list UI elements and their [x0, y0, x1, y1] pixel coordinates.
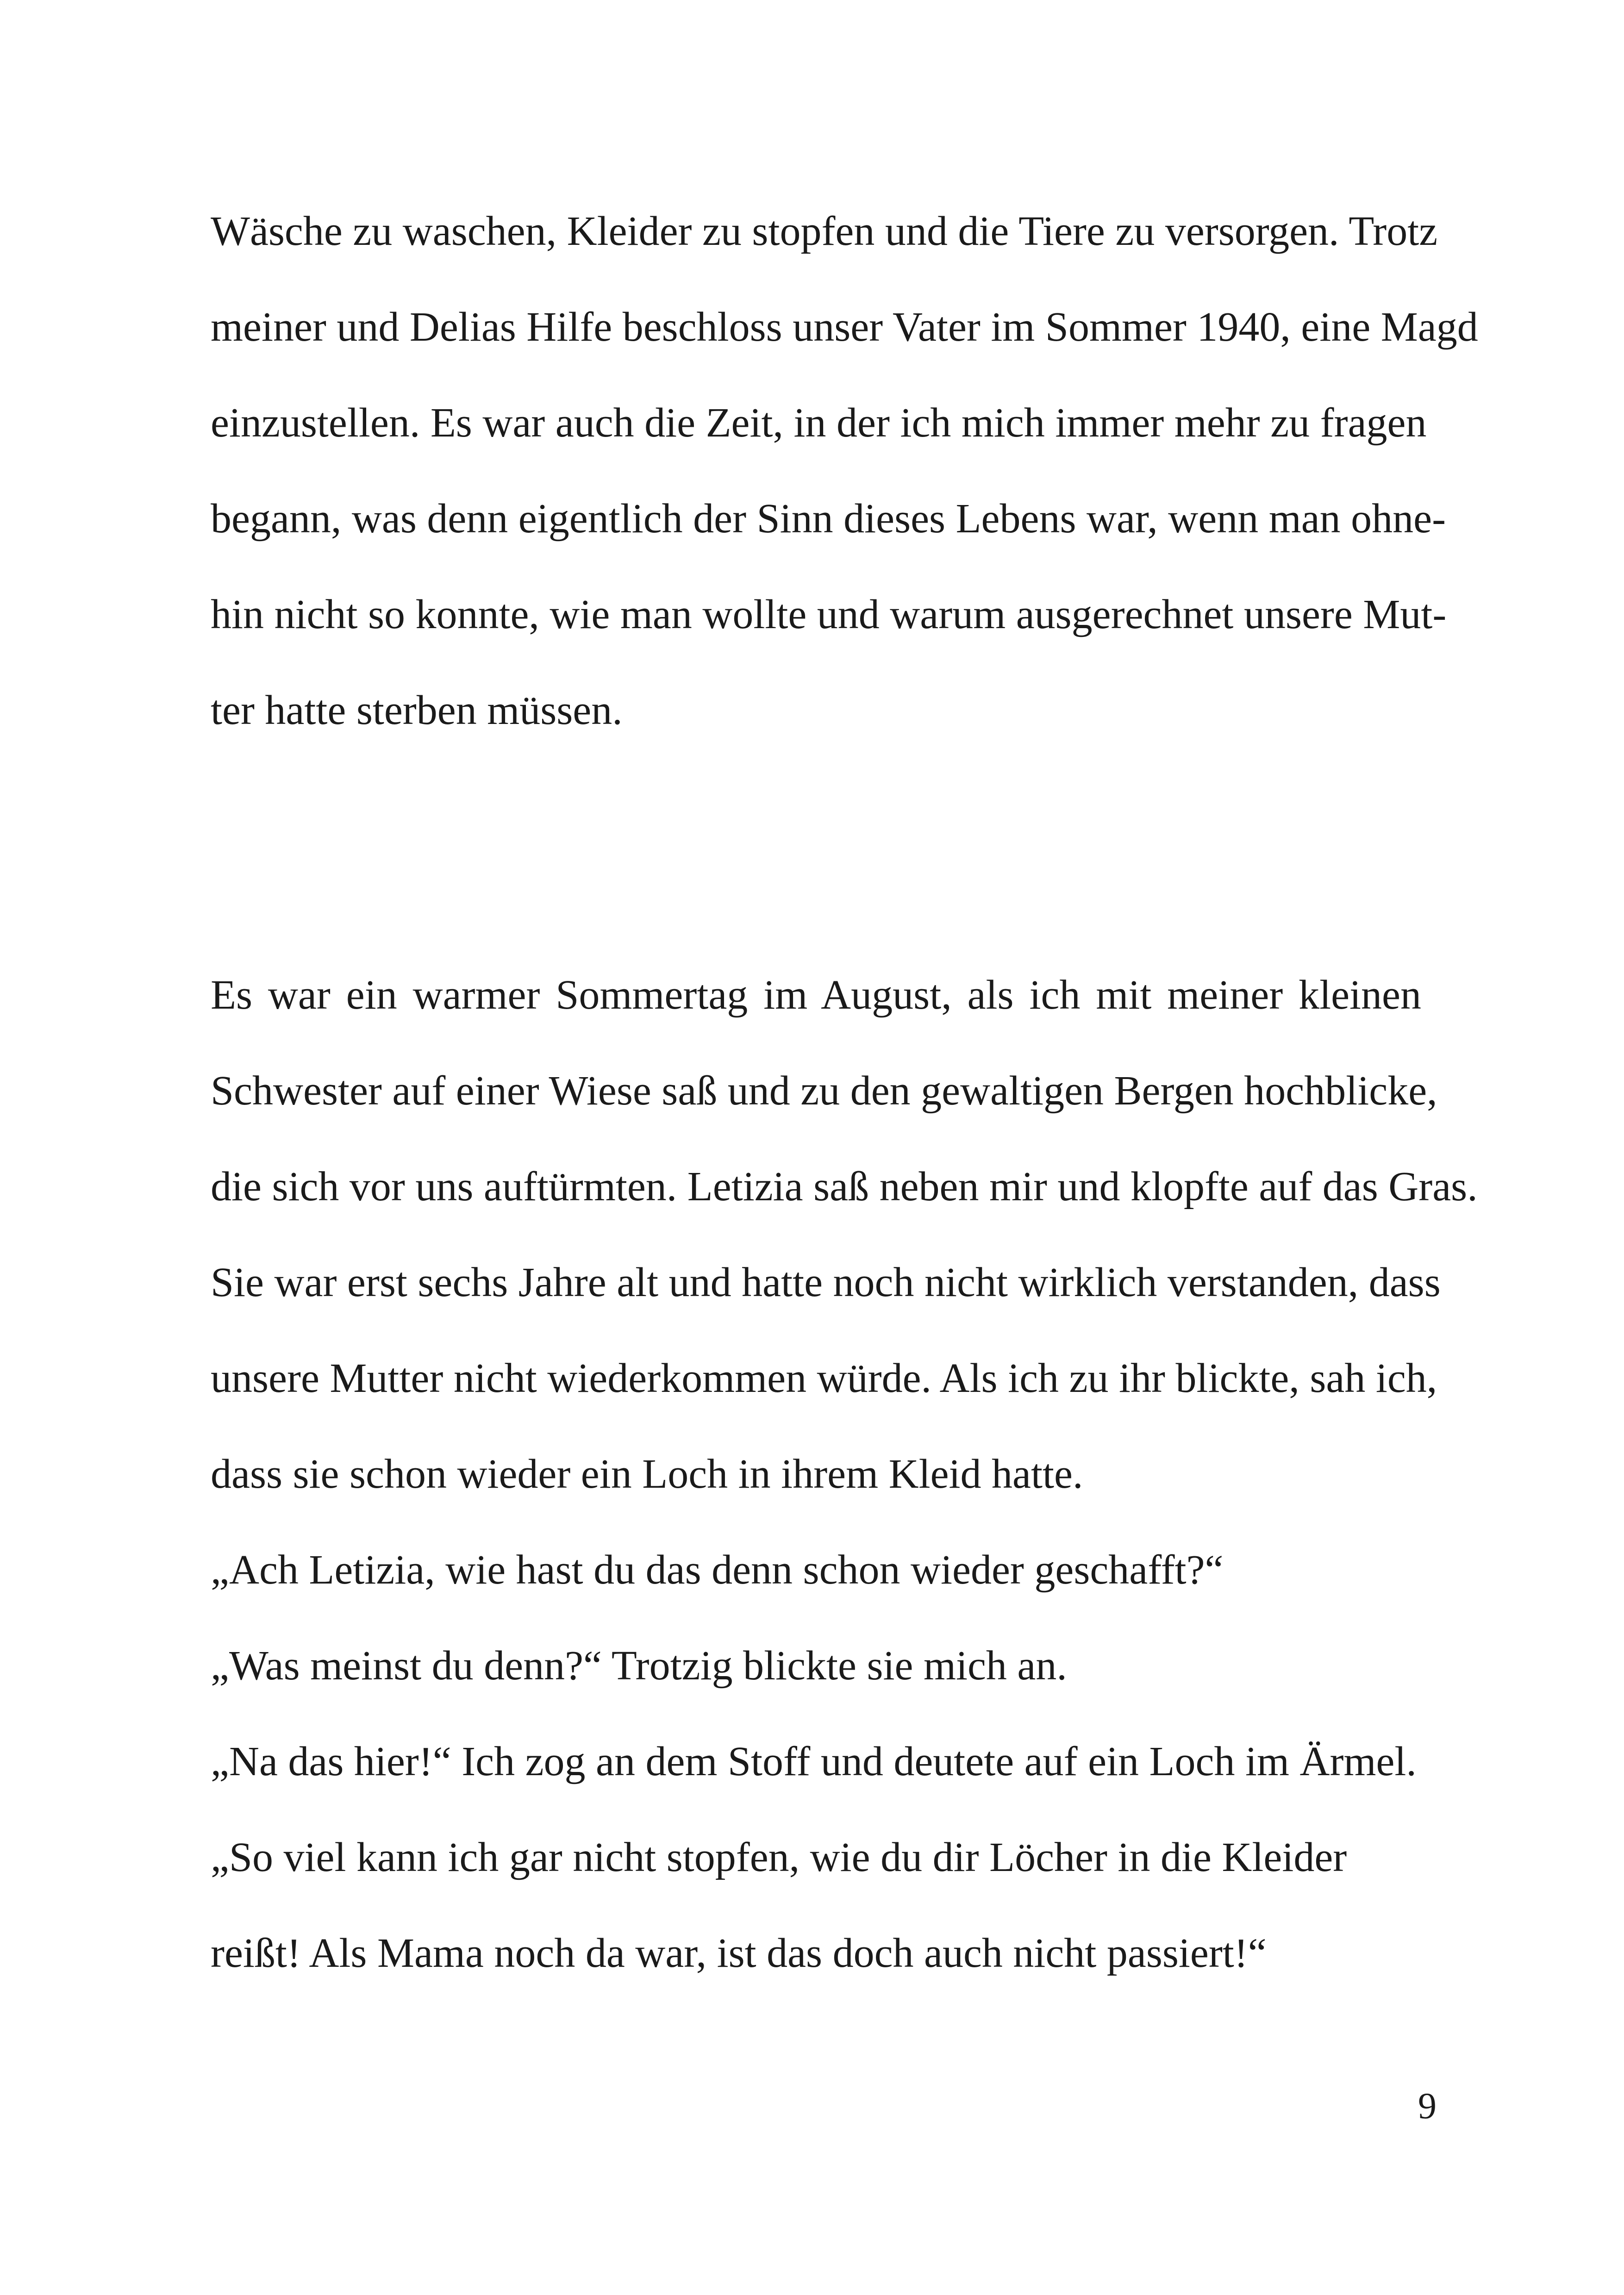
dialogue-line-4: „So viel kann ich gar nicht stopfen, wie du dir Löcher in die Kleider: [211, 1834, 1347, 1880]
page-number: 9: [1418, 2086, 1437, 2127]
paragraph-2-line-3: die sich vor uns auftürmten. Letizia saß neben mir und klopfte auf das Gras.: [211, 1164, 1478, 1210]
paragraph-2-line-4: Sie war erst sechs Jahre alt und hatte noch nicht wirklich verstanden, dass: [211, 1260, 1441, 1305]
paragraph-1-line-4: begann, was denn eigentlich der Sinn dieses Lebens war, wenn man ohne-: [211, 496, 1446, 542]
paragraph-2-line-5: unsere Mutter nicht wiederkommen würde. Als ich zu ihr blickte, sah ich,: [211, 1355, 1437, 1401]
paragraph-1-line-5: hin nicht so konnte, wie man wollte und warum ausgerechnet unsere Mut-: [211, 592, 1447, 637]
dialogue-line-3: „Na das hier!“ Ich zog an dem Stoff und deutete auf ein Loch im Ärmel.: [211, 1739, 1417, 1784]
dialogue-line-5: reißt! Als Mama noch da war, ist das doch auch nicht passiert!“: [211, 1930, 1267, 1976]
paragraph-1-line-2: meiner und Delias Hilfe beschloss unser Vater im Sommer 1940, eine Magd: [211, 304, 1478, 350]
paragraph-2-line-2: Schwester auf einer Wiese saß und zu den gewaltigen Bergen hochblicke,: [211, 1068, 1437, 1114]
dialogue-line-2: „Was meinst du denn?“ Trotzig blickte sie mich an.: [211, 1643, 1067, 1689]
paragraph-2-line-6: dass sie schon wieder ein Loch in ihrem Kleid hatte.: [211, 1451, 1083, 1497]
paragraph-1-line-1: Wäsche zu waschen, Kleider zu stopfen und die Tiere zu versorgen. Trotz: [211, 208, 1438, 254]
dialogue-line-1: „Ach Letizia, wie hast du das denn schon wieder geschafft?“: [211, 1547, 1224, 1593]
paragraph-1-line-3: einzustellen. Es war auch die Zeit, in der ich mich immer mehr zu fragen: [211, 400, 1427, 446]
paragraph-1-line-6: ter hatte sterben müssen.: [211, 687, 623, 733]
paragraph-2-line-1: Es war ein warmer Sommertag im August, als ich mit meiner kleinen: [211, 972, 1421, 1018]
